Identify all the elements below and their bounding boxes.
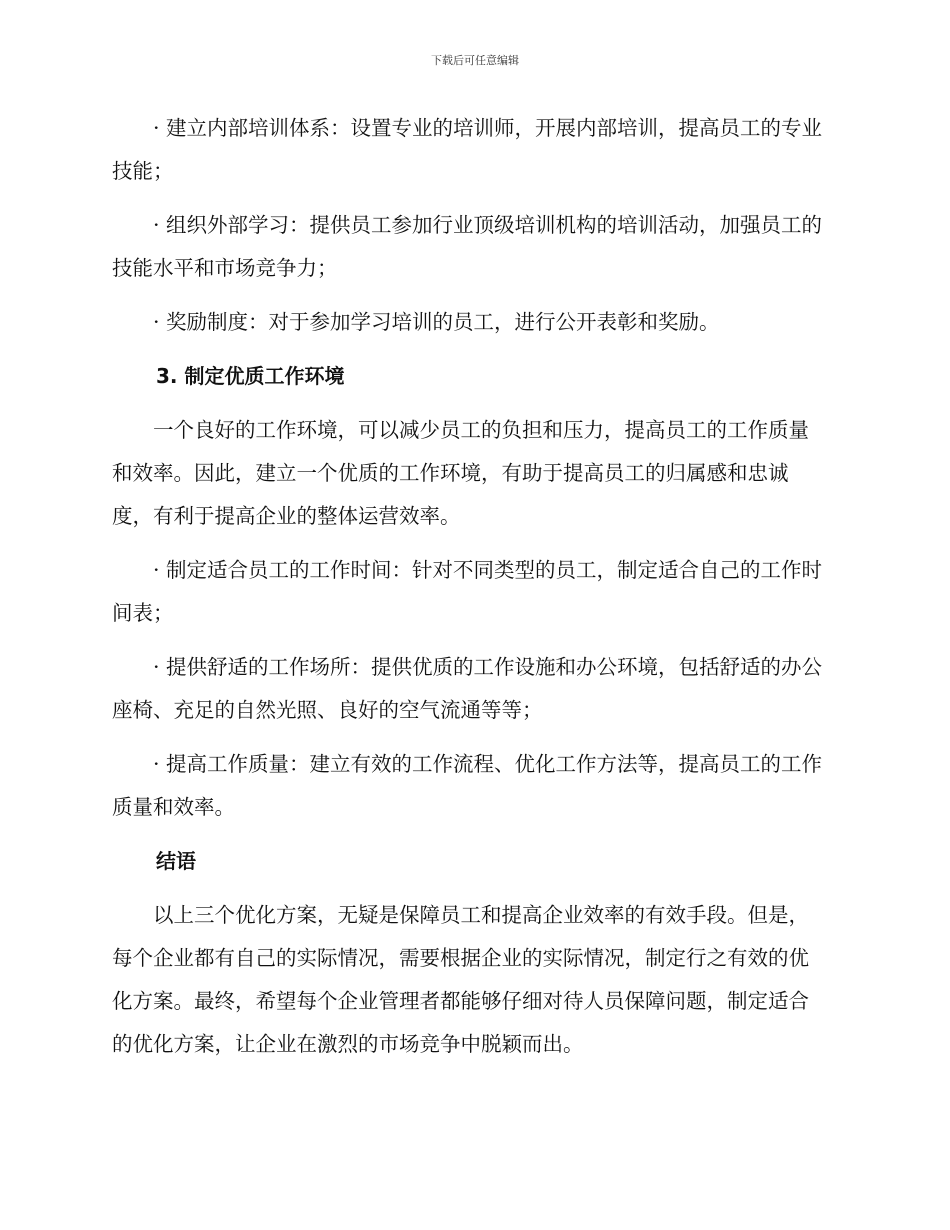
bullet-work-quality: · 提高工作质量：建立有效的工作流程、优化工作方法等，提高员工的工作质量和效率。 bbox=[112, 752, 823, 819]
bullet-internal-training: · 建立内部培训体系：设置专业的培训师，开展内部培训，提高员工的专业技能； bbox=[112, 116, 823, 183]
section-heading-work-environment: 3. 制定优质工作环境 bbox=[156, 364, 345, 388]
bullet-comfortable-workplace: · 提供舒适的工作场所：提供优质的工作设施和办公环境，包括舒适的办公座椅、充足的自然光照、良好的空气流通等等； bbox=[112, 655, 823, 722]
page-header-note: 下载后可任意编辑 bbox=[431, 54, 519, 67]
paragraph-work-environment-intro: 一个良好的工作环境，可以减少员工的负担和压力，提高员工的工作质量和效率。因此，建立一个优质的工作环境，有助于提高员工的归属感和忠诚度，有利于提高企业的整体运营效率。 bbox=[112, 418, 809, 528]
section-heading-conclusion: 结语 bbox=[156, 849, 196, 873]
document-body bbox=[112, 107, 828, 1077]
bullet-external-learning: · 组织外部学习：提供员工参加行业顶级培训机构的培训活动，加强员工的技能水平和市场竞争力； bbox=[112, 213, 823, 280]
bullet-reward-system: · 奖励制度：对于参加学习培训的员工，进行公开表彰和奖励。 bbox=[153, 310, 720, 334]
bullet-work-hours: · 制定适合员工的工作时间：针对不同类型的员工，制定适合自己的工作时间表； bbox=[112, 558, 823, 625]
paragraph-conclusion: 以上三个优化方案，无疑是保障员工和提高企业效率的有效手段。但是，每个企业都有自己的实际情况，需要根据企业的实际情况，制定行之有效的优化方案。最终，希望每个企业管理者都能够仔细对待人员保障问题，制定适合的优化方案，让企业在激烈的市场竞争中脱颖而出。 bbox=[112, 903, 809, 1056]
